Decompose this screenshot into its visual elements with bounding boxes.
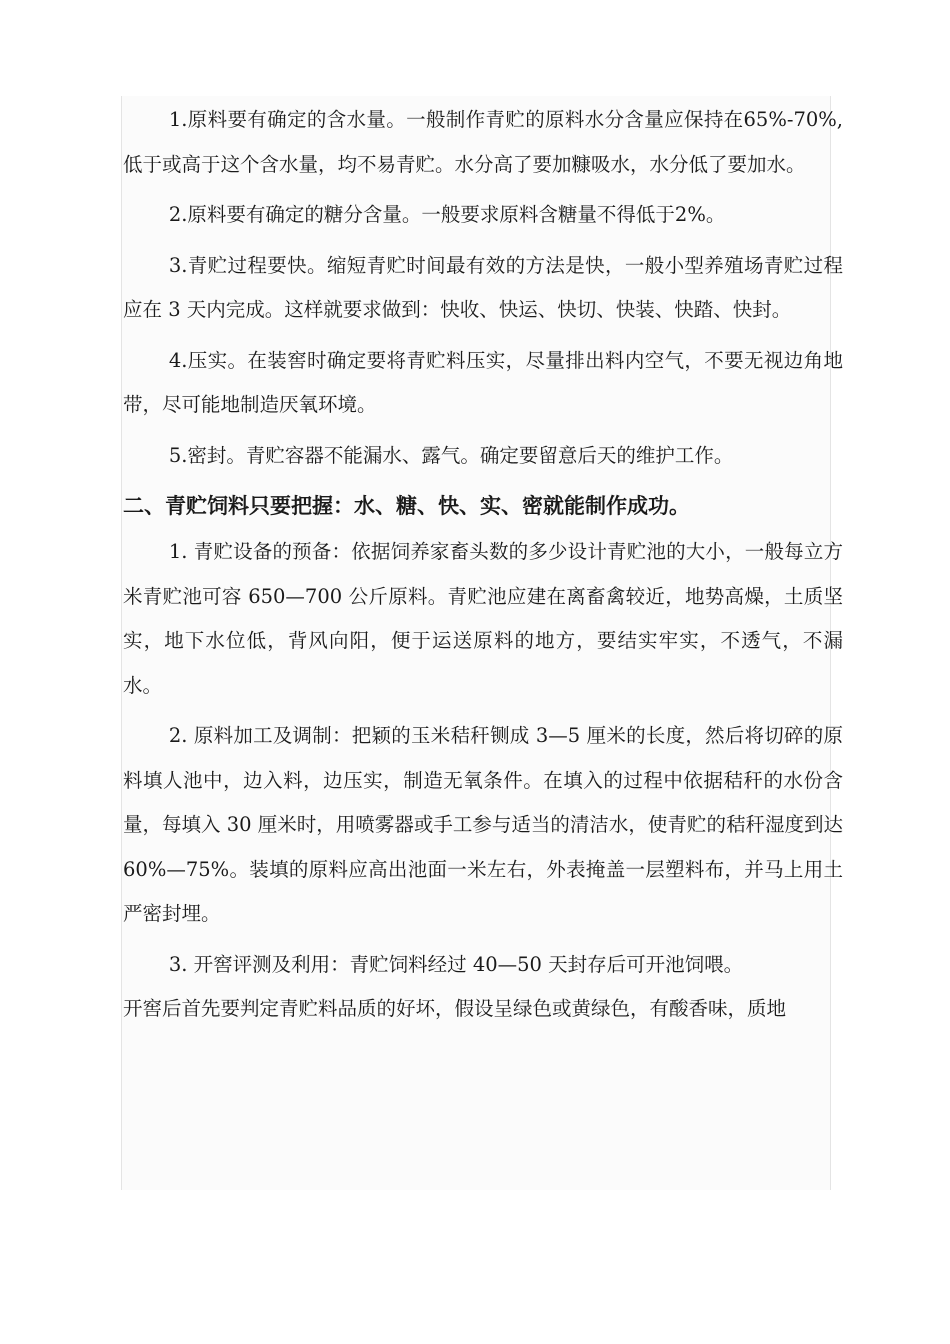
section-one (123, 98, 843, 478)
paragraph-sugar-content: 2.原料要有确定的糖分含量。一般要求原料含糖量不得低于2%。 (168, 203, 726, 226)
section-two (123, 484, 843, 1032)
paragraph-opening: 3. 开窖评测及利用：青贮饲料经过 40—50 天封存后可开池饲喂。 (168, 952, 744, 976)
paragraph-equipment: 1. 青贮设备的预备：依据饲养家畜头数的多少设计青贮池的大小，一般每立方米青贮池可容 650—700 公斤原料。青贮池应建在离畜禽较近，地势高燥，土质坚实，地下水位低，背风向阳，便于运送原料的地方，要结实牢实，不透气，不漏水。 (123, 540, 843, 697)
paragraph-sealing: 5.密封。青贮容器不能漏水、露气。确定要留意后天的维护工作。 (168, 443, 734, 467)
paragraph-processing: 2. 原料加工及调制：把颖的玉米秸秆铡成 3—5 厘米的长度，然后将切碎的原料填人池中，边入料，边压实，制造无氧条件。在填入的过程中依据秸秆的水份含量，每填入 30 厘米时，用喷雾器或手工参与适当的清洁水，使青贮的秸秆湿度到达 60%—75%。装填的原料应高出池面一米左右，外表掩盖一层塑料布，并马上用土严密封埋。 (123, 724, 843, 925)
paragraph-compaction: 4.压实。在装窖时确定要将青贮料压实，尽量排出料内空气，不要无视边角地带，尽可能地制造厌氧环境。 (123, 348, 843, 416)
paragraph-evaluation: 开窖后首先要判定青贮料品质的好坏，假设呈绿色或黄绿色，有酸香味，质地 (123, 997, 787, 1020)
paragraph-water-content: 1.原料要有确定的含水量。一般制作青贮的原料水分含量应保持在65%-70%,低于或高于这个含水量，均不易青贮。水分高了要加糠吸水，水分低了要加水。 (123, 108, 843, 176)
document-body (123, 98, 843, 1038)
section-heading: 二、青贮饲料只要把握：水、糖、快、实、密就能制作成功。 (123, 494, 690, 518)
paragraph-speed: 3.青贮过程要快。缩短青贮时间最有效的方法是快，一般小型养殖场青贮过程应在 3 天内完成。这样就要求做到：快收、快运、快切、快装、快踏、快封。 (123, 253, 843, 321)
